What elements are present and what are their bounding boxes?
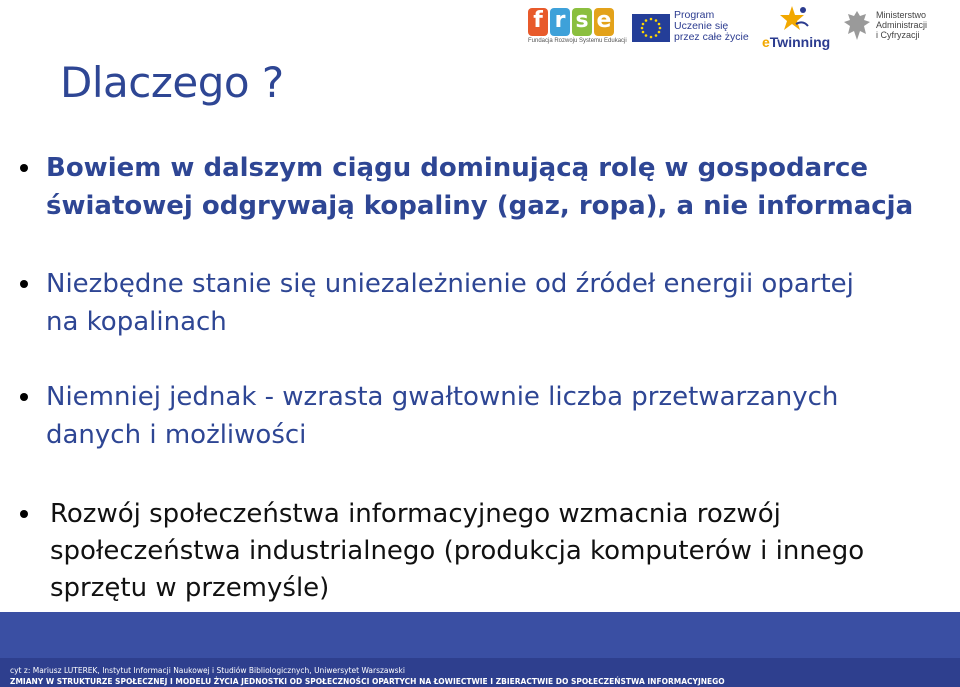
frse-letter: f — [528, 8, 548, 36]
slide-title: Dlaczego ? — [60, 58, 284, 107]
program-line: przez całe życie — [674, 31, 749, 43]
etwinning-wordmark — [762, 34, 830, 50]
program-line: Program — [674, 9, 715, 21]
bullet-line: społeczeństwa industrialnego (produkcja komputerów i innego — [50, 536, 865, 566]
frse-subtitle: Fundacja Rozwoju Systemu Edukacji — [528, 38, 627, 44]
bullet-line: Bowiem w dalszym ciągu dominującą rolę w gospodarce — [46, 153, 869, 183]
bullet-line: światowej odgrywają kopaliny (gaz, ropa), a nie informacja — [46, 191, 914, 221]
bullet-line: na kopalinach — [46, 307, 227, 337]
etwinning-star-icon — [770, 4, 814, 36]
program-line: Uczenie się — [674, 20, 729, 32]
etwinning-word: Twinning — [769, 34, 831, 50]
bullet-line: Niemniej jednak - wzrasta gwałtownie liczba przetwarzanych — [46, 382, 839, 412]
bullet-dot — [20, 393, 28, 401]
etwinning-prefix: e — [762, 34, 770, 50]
frse-letter: e — [594, 8, 614, 36]
frse-logo — [528, 8, 627, 52]
frse-letter: s — [572, 8, 592, 36]
footer-citation: cyt z: Mariusz LUTEREK, Instytut Informacji Naukowej i Studiów Bibliologicznych, Uniwersytet Warszawski — [10, 666, 405, 675]
bullet-line: danych i możliwości — [46, 420, 307, 450]
bullet-dot — [20, 280, 28, 288]
footer-caption: ZMIANY W STRUKTURZE SPOŁECZNEJ I MODELU ŻYCIA JEDNOSTKI OD SPOŁECZNOŚCI OPARTYCH NA ŁOWIECTWIE I ZBIERACTWIE DO SPOŁECZEŃSTWA INFORMACYJNEGO — [10, 677, 725, 686]
program-logo-text — [674, 10, 760, 43]
ministry-line: i Cyfryzacji — [876, 30, 920, 40]
bullet-dot — [20, 164, 28, 172]
partner-logos — [524, 4, 960, 54]
etwinning-logo — [762, 4, 831, 52]
frse-letter: r — [550, 8, 570, 36]
eu-flag-icon — [632, 14, 670, 42]
polish-eagle-icon — [842, 8, 872, 44]
ministry-line: Administracji — [876, 20, 928, 30]
ministry-line: Ministerstwo — [876, 10, 927, 20]
footer-bar — [0, 612, 960, 687]
bullet-dot — [20, 510, 28, 518]
ministry-logo-text — [876, 10, 960, 40]
bullet-line: sprzętu w przemyśle) — [50, 573, 330, 603]
bullet-line: Niezbędne stanie się uniezależnienie od źródeł energii opartej — [46, 269, 854, 299]
bullet-line: Rozwój społeczeństwa informacyjnego wzmacnia rozwój — [50, 499, 781, 529]
